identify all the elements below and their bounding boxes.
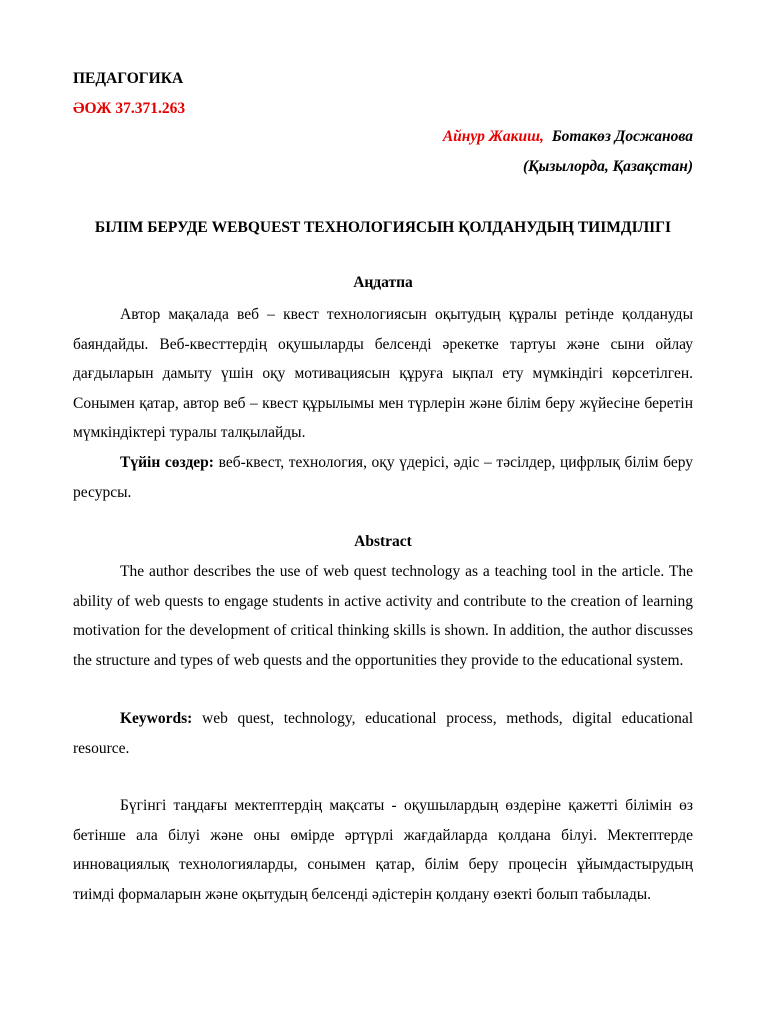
kazakh-abstract-text: Автор мақалада веб – квест технологиясын оқытудың құралы ретінде қолдануды баяндайды. Веб-квесттердің оқушыларды белсенді әрекетке тартуы және сыни ойлау дағдыларын дамыту үшін оқу мотивациясын құруға ықпал ету мүмкіндігі көрсетілген. Сонымен қатар, автор веб – квест құрылымы мен түрлерін және білім беру жүйесіне беретін мүмкіндіктері туралы талқылайды.	[73, 306, 693, 441]
author-affiliation: (Қызылорда, Қазақстан)	[522, 158, 693, 175]
author-first: Айнур Жакиш,	[442, 128, 544, 145]
kazakh-keywords-label: Түйін сөздер:	[120, 454, 214, 471]
author-second: Ботакөз Досжанова	[551, 128, 693, 145]
english-keywords	[73, 704, 693, 763]
kazakh-keywords-list: веб-квест, технология, оқу үдерісі, әдіс – тәсілдер, цифрлық білім беру ресурсы.	[73, 454, 694, 501]
kazakh-keywords	[73, 448, 693, 507]
english-abstract-text: The author describes the use of web quest technology as a teaching tool in the article. The ability of web quests to engage students in active activity and contribute to the creation of learning motivation for the development of critical thinking skills is shown. In addition, the author discusses the structure and types of web quests and the opportunities they provide to the educational system.	[73, 563, 693, 669]
section-label: ПЕДАГОГИКА	[73, 70, 184, 87]
article-title: БІЛІМ БЕРУДЕ WEBQUEST ТЕХНОЛОГИЯСЫН ҚОЛДАНУДЫҢ ТИІМДІЛІГІ	[94, 219, 672, 236]
udc-code: ӘОЖ 37.371.263	[73, 100, 186, 117]
english-abstract-heading: Abstract	[354, 533, 412, 550]
english-keywords-list: web quest, technology, educational process, methods, digital educational resource.	[73, 710, 694, 757]
body-paragraph-1: Бүгінгі таңдағы мектептердің мақсаты - оқушылардың өздеріне қажетті білімін өз бетінше ала білуі және оны өмірде әртүрлі жағдайларда қолдана білуі. Мектептерде инновациялық технологияларды, сонымен қатар, білім беру процесін ұйымдастырудың тиімді формаларын және оқытудың белсенді әдістерін қолдану өзекті болып табылады.	[73, 797, 693, 903]
kazakh-abstract-heading: Аңдатпа	[353, 274, 413, 291]
authors-line	[443, 126, 693, 148]
english-keywords-label: Keywords:	[120, 710, 193, 727]
